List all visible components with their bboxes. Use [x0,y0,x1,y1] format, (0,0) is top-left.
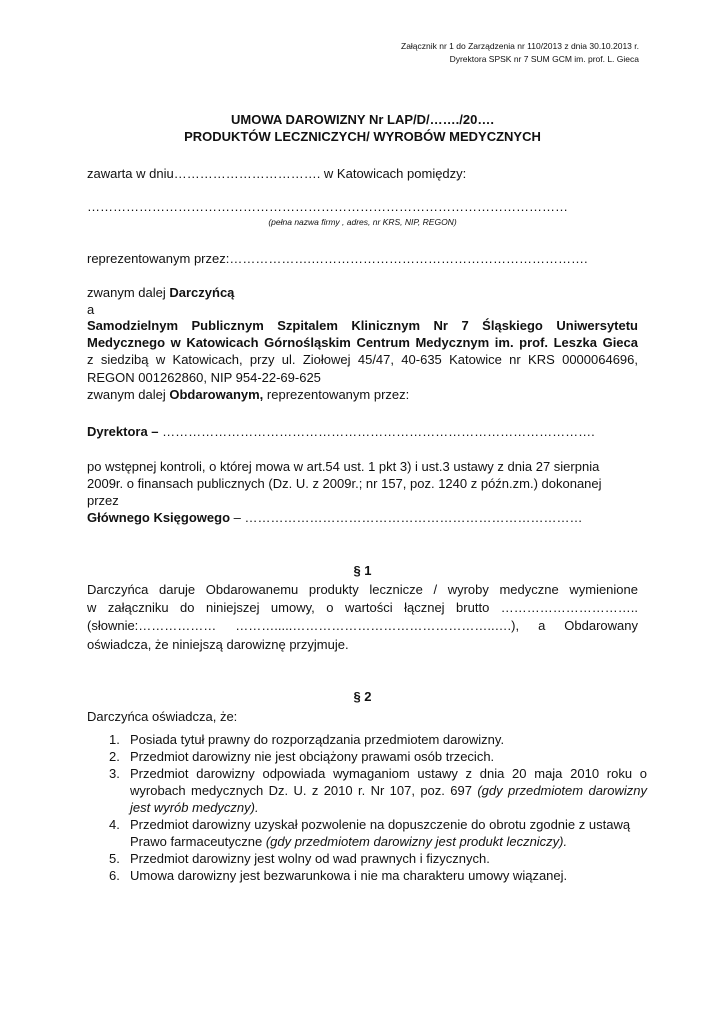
recipient-regon-nip: REGON 001262860, NIP 954-22-69-625 [87,370,321,385]
item-text: Umowa darowizny jest bezwarunkowa i nie ma charakteru umowy wiązanej. [130,868,568,883]
company-field-hint: (pełna nazwa firmy , adres, nr KRS, NIP, REGON) [268,217,457,227]
item-note: (gdy przedmiotem darowizny jest produkt leczniczy). [265,834,568,849]
item-text: Przedmiot darowizny odpowiada wymaganiom ustawy z dnia 20 maja 2010 roku o wyrobach medycznych Dz. U. z 2010 r. Nr 107, poz. 697 [130,766,647,798]
recipient-designation [87,386,409,403]
donor-designation [87,284,234,301]
header-note-line1: Załącznik nr 1 do Zarządzenia nr 110/2013 z dnia 30.10.2013 r. [401,41,639,51]
donor-called-prefix: zwanym dalej [87,285,170,300]
list-item [87,867,647,884]
control-line3: przez [87,493,119,508]
contract-subtitle: PRODUKTÓW LECZNICZYCH/ WYROBÓW MEDYCZNYCH [184,129,541,144]
section-1-line3: (słownie:……………… ……….....………………………………………..….), a Obdarowany [87,618,638,633]
chief-accountant-dots: – …………………………………………………………………… [230,510,583,525]
declarations-list [87,731,647,884]
recipient-called-prefix: zwanym dalej [87,387,170,402]
company-name-field: ………………………………………………………………………………………………… [87,199,568,214]
section-2-heading: § 2 [353,689,372,704]
section-1-line4: oświadcza, że niniejszą darowiznę przyjmuje. [87,637,349,652]
item-number: 2. [109,749,120,764]
director-dots: ………………………………………………………………………………………. [158,424,595,439]
item-number: 6. [109,868,120,883]
list-item [87,816,647,850]
representative-line: reprezentowanym przez:……………….………………………………………………………. [87,251,588,266]
recipient-name-line1: Samodzielnym Publicznym Szpitalem Klinicznym Nr 7 Śląskiego Uniwersytetu [87,318,638,333]
recipient-called-name: Obdarowanym, [169,387,264,402]
item-text: Przedmiot darowizny jest wolny od wad prawnych i fizycznych. [130,851,490,866]
item-text: Posiada tytuł prawny do rozporządzania przedmiotem darowizny. [130,732,505,747]
conjunction-and: a [87,302,95,317]
list-item [87,765,647,816]
chief-accountant-line [87,509,582,526]
recipient-called-suffix: reprezentowanym przez: [263,387,410,402]
section-1-line1: Darczyńca daruje Obdarowanemu produkty lecznicze / wyroby medyczne wymienione [87,582,638,597]
director-line [87,423,595,440]
section-1-heading: § 1 [353,563,372,578]
list-item [87,731,647,748]
item-note: (gdy przedmiotem darowizny jest wyrób medyczny). [130,783,647,815]
item-number: 1. [109,732,120,747]
recipient-seat: z siedzibą w Katowicach, przy ul. Ziołowej 45/47, 40-635 Katowice nr KRS 0000064696, [87,352,638,367]
item-number: 3. [109,766,120,781]
list-item [87,850,647,867]
chief-accountant-label: Głównego Księgowego [87,510,231,525]
item-number: 5. [109,851,120,866]
donor-called-name: Darczyńcą [169,285,235,300]
control-line2: 2009r. o finansach publicznych (Dz. U. z 2009r.; nr 157, poz. 1240 z późn.zm.) dokonanej [87,476,602,491]
section-1-line2: w załączniku do niniejszej umowy, o wartości łącznej brutto ………………………….. [87,600,638,615]
list-item [87,748,647,765]
item-number: 4. [109,817,120,832]
contract-title: UMOWA DAROWIZNY Nr LAP/D/……./20…. [231,112,494,127]
control-line1: po wstępnej kontroli, o której mowa w art.54 ust. 1 pkt 3) i ust.3 ustawy z dnia 27 sierpnia [87,459,600,474]
item-text: Przedmiot darowizny nie jest obciążony prawami osób trzecich. [130,749,495,764]
header-note-line2: Dyrektora SPSK nr 7 SUM GCM im. prof. L. Gieca [449,54,639,64]
recipient-name-line2: Medycznego w Katowicach Górnośląskim Centrum Medycznym im. prof. Leszka Gieca [87,335,638,350]
item-text: Przedmiot darowizny uzyskał pozwolenie na dopuszczenie do obrotu zgodnie z ustawą Prawo farmaceutyczne [130,817,631,849]
section-2-lead: Darczyńca oświadcza, że: [87,709,238,724]
concluded-date-line: zawarta w dniu……………………………. w Katowicach pomiędzy: [87,166,467,181]
director-label: Dyrektora – [87,424,159,439]
